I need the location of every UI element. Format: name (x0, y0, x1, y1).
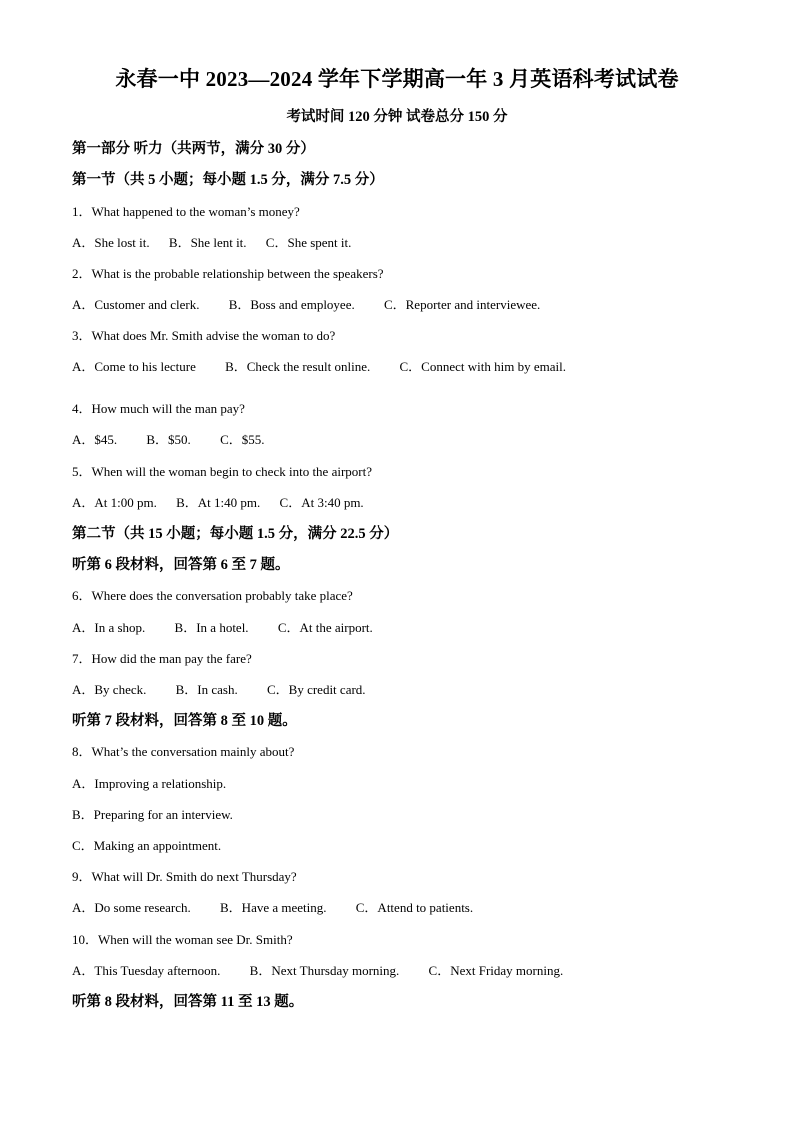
options-5 (72, 493, 364, 513)
question-7: 7．How did the man pay the fare? (72, 651, 252, 666)
question-5: 5．When will the woman begin to check into the airport? (72, 464, 372, 479)
option: B．Preparing for an interview. (72, 807, 233, 822)
option: A．$45. (72, 432, 118, 447)
option: C．At the airport. (277, 620, 373, 635)
material-heading: 听第 6 段材料，回答第 6 至 7 题。 (72, 557, 290, 573)
options-4 (72, 430, 264, 450)
option: A．Improving a relationship. (72, 776, 227, 791)
option: C．Next Friday morning. (428, 963, 564, 978)
option: B．Boss and employee. (228, 297, 355, 312)
options-10 (72, 961, 563, 981)
option: B．$50. (146, 432, 191, 447)
option: B．At 1:40 pm. (176, 495, 261, 510)
option: A．Come to his lecture (72, 359, 196, 374)
options-2 (72, 295, 540, 315)
option: C．At 3:40 pm. (279, 495, 364, 510)
option: A．She lost it. (72, 235, 150, 250)
options-9 (72, 898, 473, 918)
option: C．$55. (220, 432, 265, 447)
part-heading: 第一部分 听力（共两节，满分 30 分） (72, 141, 315, 157)
question-6: 6．Where does the conversation probably take place? (72, 588, 353, 603)
options-1 (72, 233, 351, 253)
question-3: 3．What does Mr. Smith advise the woman to do? (72, 328, 336, 343)
option: A．By check. (72, 682, 147, 697)
question-8: 8．What’s the conversation mainly about? (72, 744, 295, 759)
options-3 (72, 357, 566, 377)
option: C．Attend to patients. (355, 900, 474, 915)
option: A．Customer and clerk. (72, 297, 200, 312)
exam-info: 考试时间 120 分钟 试卷总分 150 分 (286, 109, 508, 125)
question-1: 1．What happened to the woman’s money? (72, 204, 300, 219)
option: B．Have a meeting. (220, 900, 327, 915)
option: C．Making an appointment. (72, 838, 222, 853)
option: B．In a hotel. (174, 620, 249, 635)
option: C．By credit card. (266, 682, 366, 697)
material-heading: 听第 7 段材料，回答第 8 至 10 题。 (72, 713, 297, 729)
option: A．This Tuesday afternoon. (72, 963, 221, 978)
question-4: 4．How much will the man pay? (72, 401, 245, 416)
options-7 (72, 680, 366, 700)
question-10: 10．When will the woman see Dr. Smith? (72, 932, 293, 947)
option: A．In a shop. (72, 620, 146, 635)
option: C．Reporter and interviewee. (383, 297, 541, 312)
section-heading: 第一节（共 5 小题；每小题 1.5 分，满分 7.5 分） (72, 172, 384, 188)
option: A．At 1:00 pm. (72, 495, 157, 510)
option: A．Do some research. (72, 900, 191, 915)
question-9: 9．What will Dr. Smith do next Thursday? (72, 869, 297, 884)
option: B．Next Thursday morning. (249, 963, 400, 978)
option: B．She lent it. (168, 235, 247, 250)
section-heading: 第二节（共 15 小题；每小题 1.5 分，满分 22.5 分） (72, 526, 399, 542)
option: C．Connect with him by email. (399, 359, 566, 374)
option: C．She spent it. (265, 235, 352, 250)
options-6 (72, 618, 373, 638)
page-title: 永春一中 2023—2024 学年下学期高一年 3 月英语科考试试卷 (115, 67, 679, 91)
option: B．Check the result online. (225, 359, 371, 374)
material-heading: 听第 8 段材料，回答第 11 至 13 题。 (72, 994, 304, 1010)
option: B．In cash. (175, 682, 238, 697)
question-2: 2．What is the probable relationship between the speakers? (72, 266, 384, 281)
